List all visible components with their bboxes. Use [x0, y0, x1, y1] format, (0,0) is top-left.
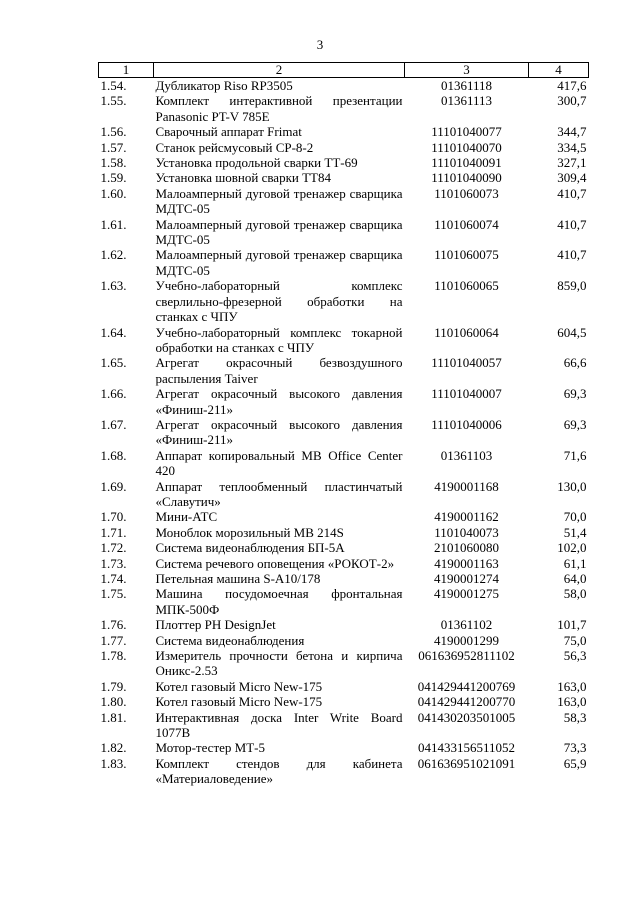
inventory-code: 11101040007 [431, 386, 502, 402]
item-name: Мотор-тестер МТ-5 [155, 740, 265, 756]
row-number: 1.61. [100, 216, 127, 232]
row-number: 1.65. [100, 355, 127, 371]
column-header-1: 1 [99, 63, 154, 78]
table-row [99, 525, 589, 540]
item-name: Малоамперный дуговой тренажер сварщика МДТС-05 [155, 216, 403, 248]
item-name: Система видеонаблюдения [155, 632, 305, 648]
item-name: Малоамперный дуговой тренажер сварщика МДТС-05 [155, 247, 403, 278]
column-header-4: 4 [529, 63, 589, 78]
inventory-code: 01361102 [440, 617, 493, 633]
inventory-code: 4190001299 [434, 632, 499, 648]
table-row [99, 93, 589, 124]
table-row [99, 710, 589, 741]
page-number: 3 [316, 37, 324, 52]
item-name: Интерактивная доска Inter Write Board 1077B [155, 709, 403, 741]
table-row [99, 756, 589, 787]
inventory-code: 11101040070 [431, 139, 502, 155]
inventory-code: 1101060065 [434, 278, 499, 294]
item-name: Аппарат копировальный MB Office Center 420 [155, 447, 403, 479]
row-number: 1.76. [100, 617, 127, 633]
item-value: 69,3 [563, 386, 587, 402]
row-number: 1.62. [100, 247, 127, 263]
table-row [99, 617, 589, 632]
table-row [99, 78, 589, 94]
row-number: 1.59. [100, 170, 127, 186]
item-value: 334,5 [557, 139, 587, 155]
item-value: 344,7 [557, 124, 587, 140]
table-row [99, 386, 589, 417]
item-value: 66,6 [563, 355, 587, 371]
row-number: 1.67. [100, 416, 127, 432]
item-name: Петельная машина S-A10/178 [155, 571, 321, 586]
inventory-code: 11101040057 [431, 355, 502, 371]
item-name: Система видеонаблюдения БП-5А [155, 540, 345, 556]
row-number: 1.81. [100, 709, 127, 725]
column-header-2: 2 [154, 63, 405, 78]
row-number: 1.56. [100, 124, 127, 140]
item-name: Установка шовной сварки ТТ84 [155, 170, 331, 186]
item-name: Моноблок морозильный MB 214S [155, 524, 344, 540]
table-row [99, 325, 589, 356]
row-number: 1.78. [100, 648, 127, 664]
item-name: Система речевого оповещения «РОКОТ-2» [155, 555, 395, 571]
item-value: 51,4 [563, 524, 587, 540]
inventory-code: 041429441200769 [417, 678, 516, 694]
inventory-code: 4190001275 [434, 586, 499, 602]
item-value: 58,0 [563, 586, 587, 602]
row-number: 1.80. [100, 694, 127, 710]
item-value: 417,6 [557, 78, 587, 93]
item-name: Сварочный аппарат Frimat [155, 124, 302, 140]
item-name: Комплект стендов для кабинета «Материаловедение» [155, 755, 403, 787]
inventory-code: 11101040077 [431, 124, 502, 140]
item-value: 102,0 [557, 540, 587, 556]
item-name: Агрегат окрасочный высокого давления «Финиш-211» [155, 416, 403, 448]
row-number: 1.54. [100, 78, 127, 93]
row-number: 1.64. [100, 324, 127, 340]
inventory-code: 1101040073 [434, 524, 499, 540]
table-row [99, 417, 589, 448]
item-name: Учебно-лабораторный комплекс токарной обработки на станках с ЧПУ [155, 324, 403, 355]
item-name: Дубликатор Riso RP3505 [155, 78, 293, 93]
inventory-code: 2101060080 [434, 540, 499, 556]
item-value: 70,0 [563, 509, 587, 525]
item-value: 309,4 [557, 170, 587, 186]
item-value: 163,0 [557, 678, 587, 694]
inventory-code: 11101040091 [431, 155, 502, 171]
row-number: 1.71. [100, 524, 127, 540]
inventory-code: 061636951021091 [417, 755, 516, 771]
item-value: 101,7 [557, 617, 587, 633]
item-name: Малоамперный дуговой тренажер сварщика МДТС-05 [155, 185, 403, 217]
item-name: Станок рейсмусовый СР-8-2 [155, 139, 314, 155]
row-number: 1.82. [100, 740, 127, 756]
row-number: 1.83. [100, 755, 127, 771]
inventory-code: 4190001163 [434, 555, 499, 571]
row-number: 1.73. [100, 555, 127, 571]
equipment-table [98, 62, 589, 787]
inventory-code: 4190001274 [434, 571, 499, 586]
table-row [99, 556, 589, 571]
row-number: 1.68. [100, 447, 127, 463]
item-value: 61,1 [563, 555, 587, 571]
row-number: 1.72. [100, 540, 127, 556]
item-name: Машина посудомоечная фронтальная МПК-500Ф [155, 586, 403, 617]
item-value: 410,7 [557, 216, 587, 232]
item-value: 300,7 [557, 93, 587, 109]
table-row [99, 355, 589, 386]
inventory-code: 041433156511052 [417, 740, 516, 756]
table-row [99, 186, 589, 217]
inventory-code: 041429441200770 [417, 694, 516, 710]
inventory-code: 041430203501005 [417, 709, 516, 725]
inventory-code: 1101060075 [434, 247, 499, 263]
item-value: 73,3 [563, 740, 587, 756]
row-number: 1.70. [100, 509, 127, 525]
item-value: 163,0 [557, 694, 587, 710]
row-number: 1.57. [100, 139, 127, 155]
table-row [99, 217, 589, 248]
table-row [99, 694, 589, 709]
item-name: Измеритель прочности бетона и кирпича Оникс-2.53 [155, 648, 403, 679]
item-name: Установка продольной сварки ТТ-69 [155, 155, 358, 171]
item-name: Котел газовый Micro New-175 [155, 678, 323, 694]
inventory-code: 1101060064 [434, 324, 499, 340]
item-value: 56,3 [563, 648, 587, 664]
item-name: Аппарат теплообменный пластинчатый «Славутич» [155, 478, 403, 509]
row-number: 1.79. [100, 678, 127, 694]
row-number: 1.74. [100, 571, 127, 586]
table-row [99, 679, 589, 694]
table-row [99, 509, 589, 524]
row-number: 1.69. [100, 478, 127, 494]
item-name: Учебно-лабораторный комплекс сверлильно-фрезерной обработки на станках с ЧПУ [155, 278, 403, 325]
column-header-3: 3 [405, 63, 529, 78]
inventory-code: 4190001168 [434, 478, 499, 494]
table-row [99, 540, 589, 555]
table-row [99, 155, 589, 170]
inventory-code: 1101060074 [434, 216, 499, 232]
table-row [99, 170, 589, 185]
table-row [99, 571, 589, 586]
table-row [99, 140, 589, 155]
item-value: 327,1 [557, 155, 587, 171]
table-row [99, 124, 589, 139]
table-row [99, 586, 589, 617]
row-number: 1.58. [100, 155, 127, 171]
inventory-code: 11101040090 [431, 170, 502, 186]
item-value: 859,0 [557, 278, 587, 294]
inventory-code: 01361113 [440, 93, 493, 109]
item-name: Агрегат окрасочный высокого давления «Финиш-211» [155, 386, 403, 417]
inventory-code: 01361103 [440, 447, 493, 463]
item-value: 604,5 [557, 324, 587, 340]
item-name: Котел газовый Micro New-175 [155, 694, 323, 710]
item-value: 65,9 [563, 755, 587, 771]
table-header-row [99, 63, 589, 78]
item-name: Плоттер PH DesignJet [155, 617, 276, 633]
item-value: 130,0 [557, 478, 587, 494]
inventory-code: 061636952811102 [418, 648, 515, 664]
item-name: Агрегат окрасочный безвоздушного распыления Taiver [155, 355, 403, 386]
table-row [99, 278, 589, 324]
table-row [99, 633, 589, 648]
inventory-code: 4190001162 [434, 509, 499, 525]
item-value: 64,0 [563, 571, 587, 586]
row-number: 1.77. [100, 632, 127, 648]
table-row [99, 448, 589, 479]
item-value: 58,3 [563, 709, 587, 725]
item-value: 75,0 [563, 632, 587, 648]
row-number: 1.63. [100, 278, 127, 294]
item-name: Мини-АТС [155, 509, 218, 525]
table-body [99, 78, 589, 787]
inventory-code: 1101060073 [434, 185, 499, 201]
row-number: 1.55. [100, 93, 127, 109]
table-row [99, 247, 589, 278]
item-value: 410,7 [557, 185, 587, 201]
item-value: 69,3 [563, 416, 587, 432]
table-row [99, 740, 589, 755]
inventory-code: 01361118 [440, 78, 493, 93]
table-row [99, 648, 589, 679]
row-number: 1.75. [100, 586, 127, 602]
item-value: 410,7 [557, 247, 587, 263]
row-number: 1.66. [100, 386, 127, 402]
item-value: 71,6 [563, 447, 587, 463]
table-row [99, 479, 589, 510]
inventory-code: 11101040006 [431, 416, 502, 432]
item-name: Комплект интерактивной презентации Panasonic PT-V 785E [155, 93, 403, 124]
row-number: 1.60. [100, 185, 127, 201]
